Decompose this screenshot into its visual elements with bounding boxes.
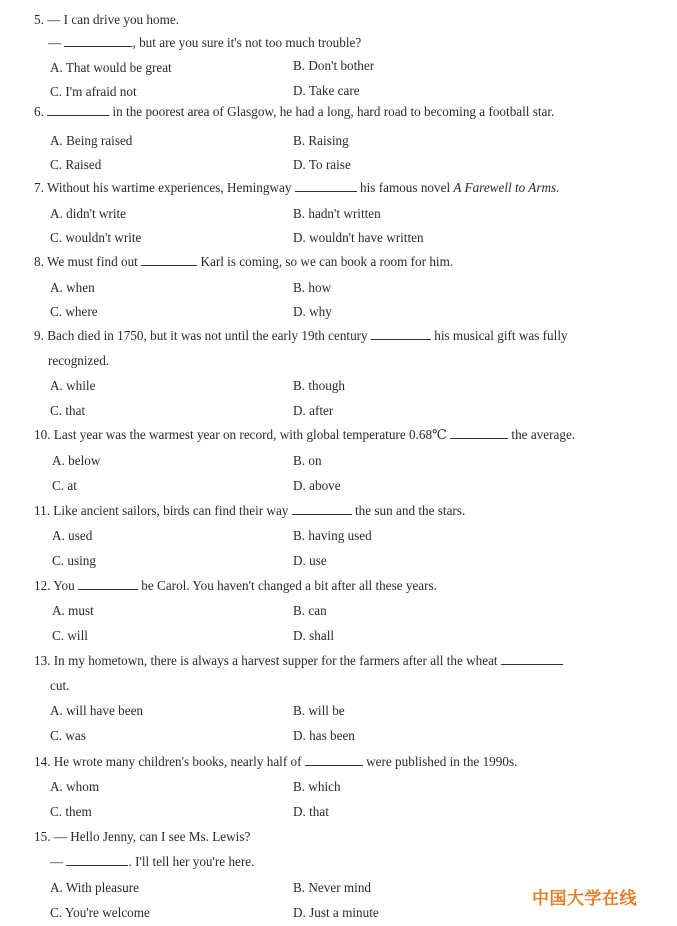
option-c: C. You're welcome (50, 905, 150, 920)
option-d: D. use (293, 553, 327, 568)
answer-blank (305, 754, 363, 766)
option-b: B. having used (293, 528, 372, 543)
option-c: C. that (50, 403, 86, 418)
option-c: C. Raised (50, 157, 102, 172)
option-c: C. was (50, 728, 86, 743)
question-number: 12. (34, 578, 51, 593)
question-text: He wrote many children's books, nearly half of (53, 754, 302, 769)
option-d: D. Just a minute (293, 905, 379, 920)
option-a: A. will have been (50, 703, 144, 718)
question-8-stem: 8. We must find out Karl is coming, so we can book a room for him. (34, 254, 454, 269)
question-5-stem (34, 12, 179, 28)
question-text: Bach died in 1750, but it was not until the early 19th century (47, 328, 368, 343)
question-number: 13. (34, 653, 51, 668)
answer-blank (501, 653, 563, 665)
option-b: B. Don't bother (293, 58, 375, 73)
option-b: B. Never mind (293, 880, 372, 895)
question-9-continuation: recognized. (48, 353, 110, 368)
answer-blank (450, 427, 508, 439)
option-c: C. will (52, 628, 88, 643)
option-d: D. To raise (293, 157, 351, 172)
option-d: D. wouldn't have written (293, 230, 424, 245)
option-d: D. shall (293, 628, 335, 643)
option-a: A. With pleasure (50, 880, 139, 895)
question-13-continuation: cut. (50, 678, 70, 693)
question-text: Last year was the warmest year on record, with global temperature 0.68℃ (53, 427, 447, 442)
question-text: — I can drive you home. (47, 12, 180, 27)
question-number: 7. (34, 180, 44, 195)
option-b: B. will be (293, 703, 345, 718)
answer-blank (47, 104, 109, 116)
option-b: B. on (293, 453, 322, 468)
question-15-stem (34, 829, 250, 845)
option-a: A. while (50, 378, 96, 393)
option-c: C. using (52, 553, 96, 568)
question-number: 10. (34, 427, 51, 442)
option-a: A. used (52, 528, 93, 543)
question-15-reply: — . I'll tell her you're here. (50, 854, 255, 869)
question-12-stem: 12. You be Carol. You haven't changed a bit after all these years. (34, 578, 437, 593)
question-11-stem: 11. Like ancient sailors, birds can find their way the sun and the stars. (34, 503, 466, 518)
question-number: 9. (34, 328, 44, 343)
option-c: C. them (50, 804, 92, 819)
option-c: C. where (50, 304, 98, 319)
option-b: B. can (293, 603, 327, 618)
question-text: — Hello Jenny, can I see Ms. Lewis? (53, 829, 251, 844)
option-a: A. must (52, 603, 94, 618)
option-b: B. which (293, 779, 341, 794)
question-text: in the poorest area of Glasgow, he had a long, hard road to becoming a football star. (112, 104, 555, 119)
answer-blank (64, 35, 132, 47)
option-d: D. above (293, 478, 341, 493)
question-6-stem (34, 104, 554, 120)
question-13-stem (34, 653, 563, 669)
option-b: B. how (293, 280, 332, 295)
option-c: C. wouldn't write (50, 230, 142, 245)
answer-blank (66, 854, 128, 866)
option-b: B. Raising (293, 133, 349, 148)
option-a: A. below (52, 453, 101, 468)
question-number: 15. (34, 829, 51, 844)
question-9-stem: 9. Bach died in 1750, but it was not until the early 19th century his musical gift was fully (34, 328, 568, 343)
question-number: 14. (34, 754, 51, 769)
question-number: 6. (34, 104, 44, 119)
answer-blank (292, 503, 352, 515)
answer-blank (295, 180, 357, 192)
question-number: 8. (34, 254, 44, 269)
option-a: A. when (50, 280, 95, 295)
option-c: C. at (52, 478, 77, 493)
answer-blank (78, 578, 138, 590)
question-14-stem: 14. He wrote many children's books, nearly half of were published in the 1990s. (34, 754, 518, 769)
option-a: A. That would be great (50, 60, 172, 75)
option-d: D. that (293, 804, 329, 819)
option-d: D. why (293, 304, 332, 319)
question-5-reply: — , but are you sure it's not too much trouble? (48, 35, 362, 50)
option-d: D. has been (293, 728, 355, 743)
book-title: A Farewell to Arms. (453, 180, 560, 195)
question-text: In my hometown, there is always a harvest supper for the farmers after all the wheat (53, 653, 498, 668)
answer-blank (371, 328, 431, 340)
option-b: B. hadn't written (293, 206, 381, 221)
option-d: D. Take care (293, 83, 360, 98)
question-text: Without his wartime experiences, Hemingway (46, 180, 292, 195)
option-a: A. didn't write (50, 206, 126, 221)
question-7-stem: 7. Without his wartime experiences, Hemingway his famous novel A Farewell to Arms. (34, 180, 560, 195)
answer-blank (141, 254, 197, 266)
option-a: A. Being raised (50, 133, 133, 148)
option-c: C. I'm afraid not (50, 84, 137, 99)
question-text: We must find out (46, 254, 138, 269)
site-watermark: 中国大学在线 (532, 889, 637, 909)
question-number: 5. (34, 12, 44, 27)
question-text: You (53, 578, 75, 593)
option-d: D. after (293, 403, 334, 418)
option-a: A. whom (50, 779, 100, 794)
question-10-stem: 10. Last year was the warmest year on record, with global temperature 0.68℃ the average. (34, 427, 576, 442)
option-b: B. though (293, 378, 346, 393)
question-number: 11. (34, 503, 50, 518)
question-text: Like ancient sailors, birds can find their way (53, 503, 289, 518)
